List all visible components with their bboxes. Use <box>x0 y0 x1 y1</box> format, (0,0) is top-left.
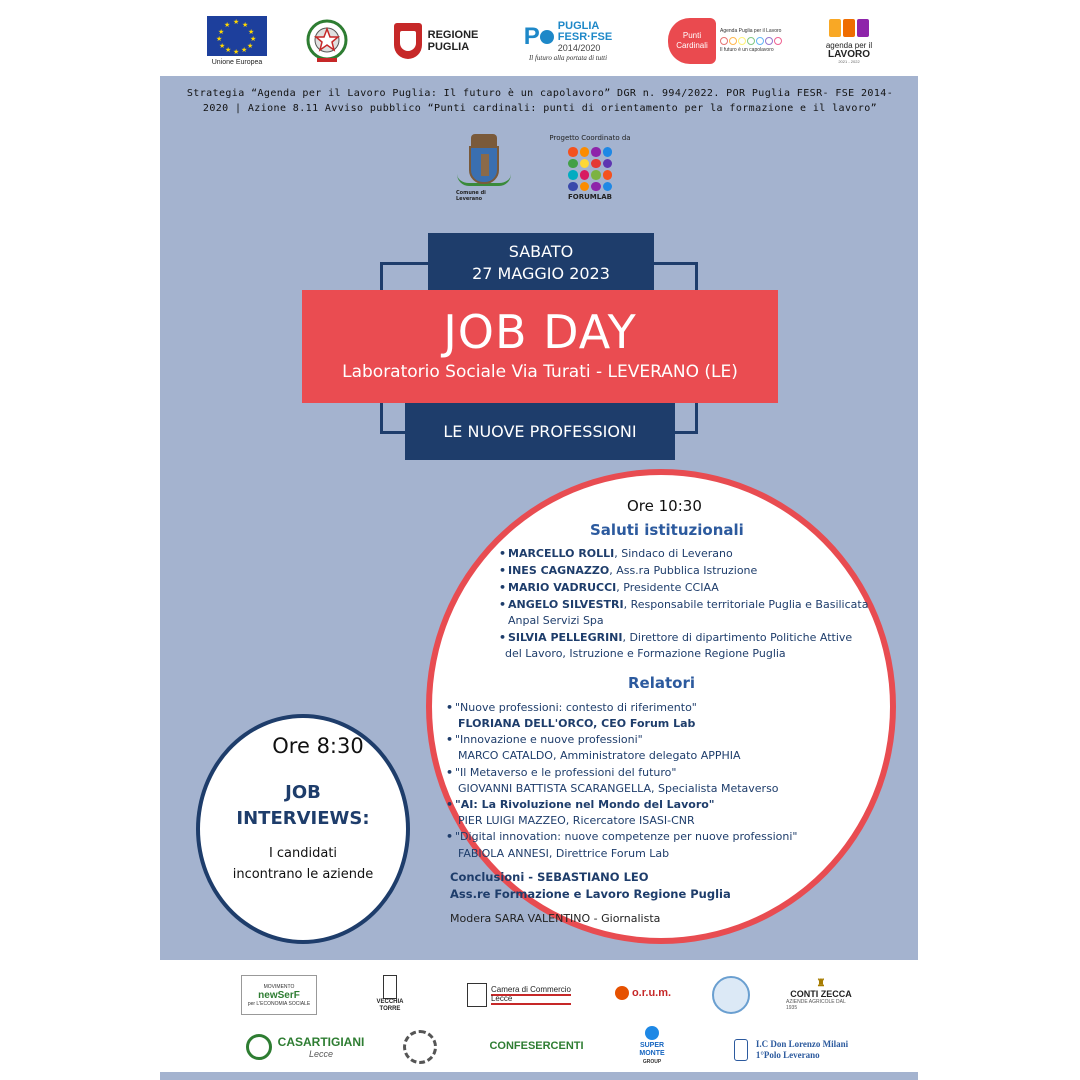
crown-icon <box>471 134 497 146</box>
regione-puglia-logo <box>390 10 482 72</box>
talk-speaker: FABIOLA ANNESI, Direttrice Forum Lab <box>458 847 670 860</box>
event-location: Laboratorio Sociale Via Turati - LEVERANO (LE) <box>342 362 738 382</box>
puglia-years: 2014/2020 <box>557 42 601 53</box>
conclusions-line1: Conclusioni - SEBASTIANO LEO <box>450 870 649 884</box>
forum-dot-icon <box>615 986 629 1000</box>
event-date: 27 MAGGIO 2023 <box>472 264 610 283</box>
talk-speaker: PIER LUIGI MAZZEO, Ricercatore ISASI-CNR <box>458 814 695 827</box>
header-logos <box>160 10 920 72</box>
puglia-name: PUGLIA <box>557 19 600 32</box>
comune-leverano-logo <box>456 134 512 210</box>
circle-emblem-icon <box>712 976 750 1014</box>
conti-emblem-icon: ♜ <box>816 977 826 989</box>
eu-caption: Unione Europea <box>211 59 263 66</box>
agenda-blocks-icon <box>829 19 869 41</box>
newserf-logo: MOVIMENTO newSerF per L'ECONOMIA SOCIALE <box>241 975 317 1015</box>
talk-title: • "AI: La Rivoluzione nel Mondo del Lavoro" <box>446 798 715 811</box>
event-title: JOB DAY <box>443 305 637 359</box>
puglia-p-letter: P <box>523 23 540 50</box>
greeting-item-cont: Anpal Servizi Spa <box>508 614 604 627</box>
regione-line1: REGIONE <box>427 29 479 41</box>
title-band <box>302 290 778 403</box>
talk-title: • "Il Metaverso e le professioni del futuro" <box>446 766 677 779</box>
talk-title: • "Innovazione e nuove professioni" <box>446 733 643 746</box>
tower-icon <box>383 975 397 999</box>
interviews-desc: I candidati incontrano le aziende <box>232 846 374 882</box>
puglia-fesr-logo <box>512 10 624 72</box>
talk-speaker: MARCO CATALDO, Amministratore delegato APPHIA <box>458 749 741 762</box>
greeting-item: • INES CAGNAZZO, Ass.ra Pubblica Istruzione <box>499 564 758 577</box>
confesercenti-logo: CONFESERCENTI <box>489 1040 584 1052</box>
talk-speaker: FLORIANA DELL'ORCO, CEO Forum Lab <box>458 717 696 730</box>
ship-wheel-icon <box>246 1034 272 1060</box>
greeting-item: • MARIO VADRUCCI, Presidente CCIAA <box>499 581 719 594</box>
milani-school-logo: I.C Don Lorenzo Milani 1°Polo Leverano <box>721 1036 861 1064</box>
vecchia-torre-logo: VECCHIA TORRE <box>374 975 406 1013</box>
punti-side-sub: Il futuro è un capolavoro <box>720 47 774 53</box>
regione-shield-icon <box>394 23 422 59</box>
forum-name: FORUMLAB <box>568 193 612 201</box>
agenda-years: 2021 - 2022 <box>838 58 860 64</box>
puglia-fund: FESR·FSE <box>557 30 613 43</box>
agenda-line1: agenda per il <box>825 40 873 50</box>
punti-cardinali-badge <box>668 18 716 64</box>
punti-side-title: Agenda Puglia per il Lavoro <box>720 28 782 34</box>
project-caption: Progetto Coordinato da <box>549 134 631 142</box>
rings-icon <box>720 37 782 45</box>
agenda-lavoro-logo <box>818 10 880 72</box>
interviews-title: JOB INTERVIEWS: <box>236 782 370 829</box>
punti-cardinali-logo <box>664 10 786 72</box>
punti-line2: Cardinali <box>676 41 708 50</box>
gear-emblem-icon <box>403 1030 437 1064</box>
eu-logo <box>206 10 268 72</box>
organizer-logos <box>446 132 646 218</box>
speech-bubble-icon <box>540 30 554 44</box>
crest-shield-icon <box>469 146 499 184</box>
puglia-tagline: Il futuro alla portata di tutti <box>528 53 608 62</box>
eu-flag-icon: ★ ★ ★ ★ ★ ★ ★ ★ ★ ★ ★ ★ <box>207 16 267 56</box>
greeting-item: • MARCELLO ROLLI, Sindaco di Leverano <box>499 547 733 560</box>
moderator: Modera SARA VALENTINO - Giornalista <box>450 912 661 925</box>
talk-title: • "Digital innovation: nuove competenze per nuove professioni" <box>446 830 798 843</box>
supermonte-logo: SUPER MONTE GROUP <box>630 1026 674 1066</box>
date-box <box>428 233 654 291</box>
talk-speaker: GIOVANNI BATTISTA SCARANGELLA, Specialista Metaverso <box>458 782 779 795</box>
italian-emblem-icon <box>302 10 352 72</box>
program-time: Ore 10:30 <box>627 497 702 515</box>
forum-lab-logo <box>548 134 632 201</box>
school-crest-icon <box>734 1039 748 1061</box>
supermonte-icon <box>645 1026 659 1040</box>
greeting-item-cont: del Lavoro, Istruzione e Formazione Regione Puglia <box>505 647 786 660</box>
camera-commercio-logo: Camera di Commercio Lecce <box>461 978 577 1012</box>
regione-line2: PUGLIA <box>427 41 470 53</box>
greetings-title: Saluti istituzionali <box>590 521 744 539</box>
event-subtitle: LE NUOVE PROFESSIONI <box>405 403 675 460</box>
talk-title: • "Nuove professioni: contesto di riferimento" <box>446 701 697 714</box>
interviews-time: Ore 8:30 <box>272 734 364 758</box>
greeting-item: • SILVIA PELLEGRINI, Direttore di dipartimento Politiche Attive <box>499 631 853 644</box>
event-day: SABATO <box>508 242 574 261</box>
punti-line1: Punti <box>682 31 702 40</box>
conclusions-line2: Ass.re Formazione e Lavoro Regione Puglia <box>450 887 731 901</box>
conti-zecca-logo: ♜ CONTI ZECCA AZIENDE AGRICOLE DAL 1935 <box>786 977 852 1011</box>
forum-dots-icon <box>568 147 612 191</box>
greeting-item: • ANGELO SILVESTRI, Responsabile territoriale Puglia e Basilicata <box>499 598 869 611</box>
speakers-title: Relatori <box>628 674 696 692</box>
agenda-line2: LAVORO <box>827 48 871 60</box>
strategy-text: Strategia “Agenda per il Lavoro Puglia: Il futuro è un capolavoro” DGR n. 994/2022. POR Puglia FESR- FSE 2014-2020 | Azione 8.11 Avviso pubblico “Punti cardinali: punti di orientamento per la formazione e il lavoro” <box>186 88 894 114</box>
bottom-strip <box>160 1072 918 1080</box>
casartigiani-logo: CASARTIGIANI Lecce <box>244 1030 366 1064</box>
building-icon <box>467 983 487 1007</box>
forum-sponsor-logo: o.r.u.m. <box>608 978 678 1008</box>
comune-caption: Comune di Leverano <box>456 190 486 202</box>
